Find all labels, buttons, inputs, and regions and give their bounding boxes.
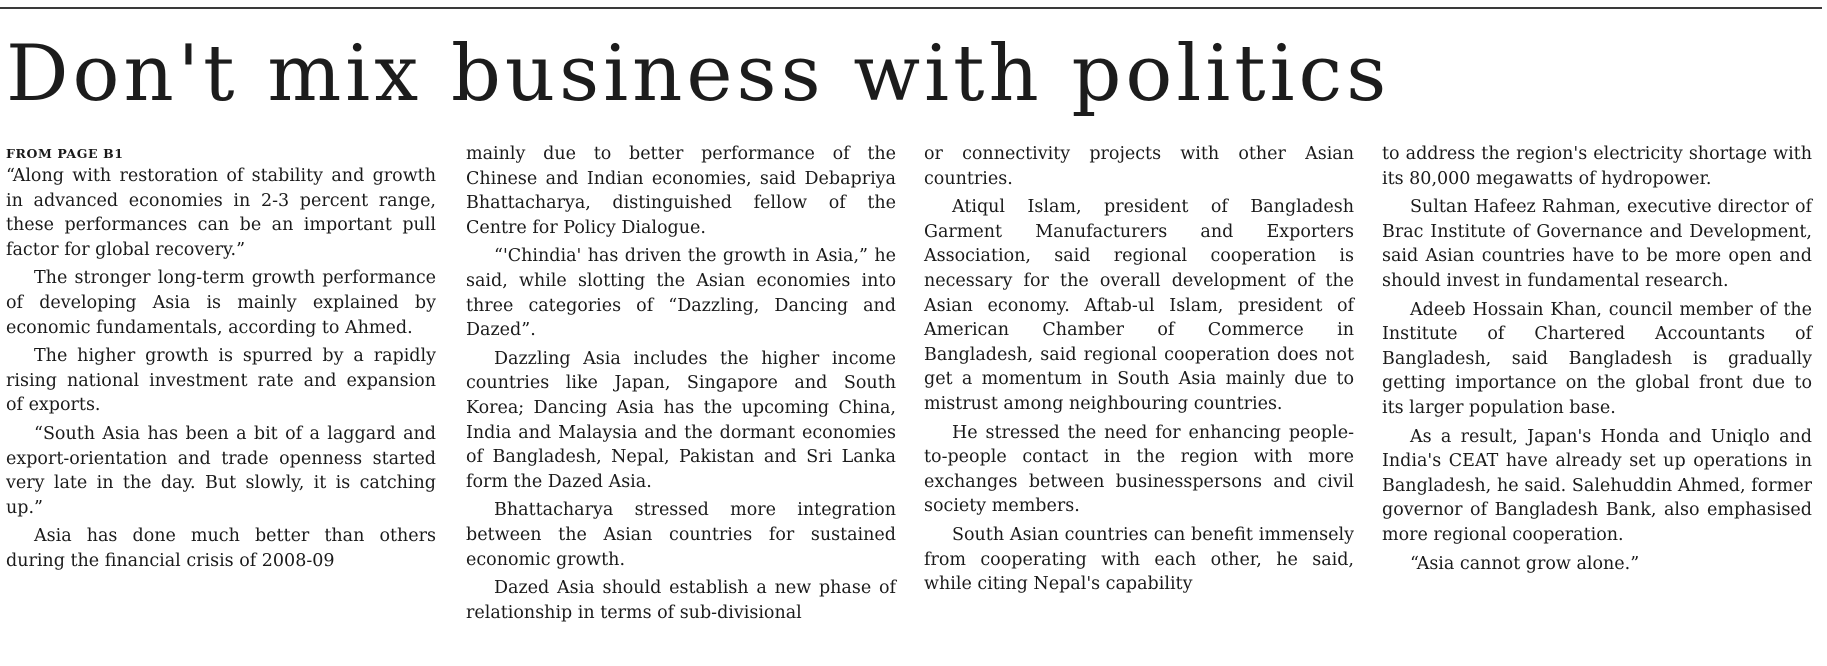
paragraph: “Asia cannot grow alone.”: [1410, 553, 1640, 574]
paragraph: The stronger long-term growth performance of developing Asia is mainly explained by economic fundamentals, according to Ahmed.: [6, 268, 436, 338]
paragraph: “South Asia has been a bit of a laggard and export-orientation and trade openness started very late in the day. But slowly, it is catching up.”: [6, 423, 436, 518]
article-column-4: [1382, 142, 1812, 580]
paragraph: “Along with restoration of stability and growth in advanced economies in 2-3 percent range, these performances can be an important pull factor for global recovery.”: [6, 166, 436, 260]
article-column-3: [924, 142, 1354, 601]
paragraph: He stressed the need for enhancing people-to-people contact in the region with more exchanges between businesspersons and civil society members.: [924, 422, 1354, 517]
headline: Don't mix business with politics: [6, 29, 1391, 119]
paragraph: South Asian countries can benefit immensely from cooperating with each other, he said, while citing Nepal's capability: [924, 524, 1354, 595]
paragraph: The higher growth is spurred by a rapidly rising national investment rate and expansion of exports.: [6, 346, 436, 416]
paragraph: Sultan Hafeez Rahman, executive director of Brac Institute of Governance and Development, said Asian countries have to be more open and should invest in fundamental research.: [1382, 197, 1812, 291]
article-column-2: [466, 142, 896, 629]
article-column-1: [6, 146, 436, 578]
jump-kicker: FROM PAGE B1: [6, 146, 124, 161]
paragraph: Dazed Asia should establish a new phase of relationship in terms of sub-divisional: [466, 578, 896, 623]
paragraph: or connectivity projects with other Asian countries.: [924, 144, 1354, 189]
paragraph: As a result, Japan's Honda and Uniqlo and India's CEAT have already set up operations in Bangladesh, he said. Salehuddin Ahmed, former governor of Bangladesh Bank, also emphasised more regional cooperation.: [1382, 426, 1812, 545]
top-rule: [0, 7, 1822, 9]
paragraph: mainly due to better performance of the Chinese and Indian economies, said Debapriya Bhattacharya, distinguished fellow of the Centre for Policy Dialogue.: [466, 144, 896, 238]
paragraph: Atiqul Islam, president of Bangladesh Garment Manufacturers and Exporters Association, said regional cooperation is necessary for the overall development of the Asian economy. Aftab-ul Islam, president of American Chamber of Commerce in Bangladesh, said regional cooperation does not get a momentum in South Asia mainly due to mistrust among neighbouring countries.: [924, 197, 1354, 414]
paragraph: Bhattacharya stressed more integration between the Asian countries for sustained economic growth.: [466, 500, 896, 570]
paragraph: to address the region's electricity shortage with its 80,000 megawatts of hydropower.: [1382, 144, 1812, 189]
paragraph: Asia has done much better than others during the financial crisis of 2008-09: [6, 526, 436, 571]
paragraph: “'Chindia' has driven the growth in Asia,” he said, while slotting the Asian economies into three categories of “Dazzling, Dancing and Dazed”.: [466, 246, 896, 341]
paragraph: Adeeb Hossain Khan, council member of the Institute of Chartered Accountants of Bangladesh, said Bangladesh is gradually getting importance on the global front due to its larger population base.: [1382, 299, 1812, 418]
paragraph: Dazzling Asia includes the higher income countries like Japan, Singapore and South Korea; Dancing Asia has the upcoming China, India and Malaysia and the dormant economies of Bangladesh, Nepal, Pakistan and Sri Lanka form the Dazed Asia.: [466, 348, 896, 492]
